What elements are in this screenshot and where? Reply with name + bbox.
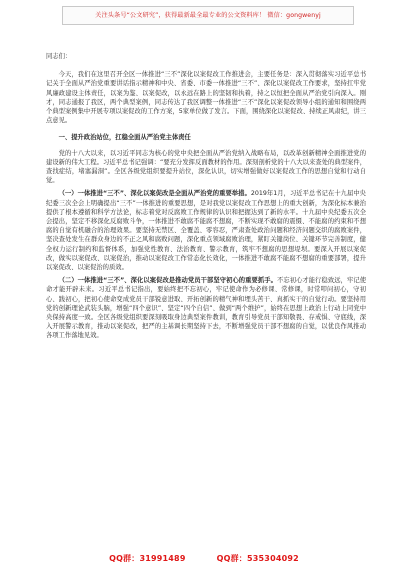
qq-group-2: QQ群：535304092 [216,554,299,563]
footer-contact [0,553,408,564]
qq-group-1: QQ群：31991489 [109,554,186,563]
subsection-1 [46,189,366,272]
subsection-1-body: 2019年1月，习近平总书记在十九届中央纪委三次全会上明确提出“三不”一体推进的重要思想，是对我党以案促改工作思想上的重大创新，为深化标本兼治提供了根本遵循和科学方法论，标志着党对反腐败工作规律的认识和把握达到了新的水平。十九届中央纪委五次全会提出，坚定不移深化反腐败斗争，一体推进不敢腐不能腐不想腐，不断实现不敢腐的震慑、不能腐的约束和不想腐的自觉有机融合的治理效果。要坚持无禁区、全覆盖、零容忍，严肃查处政治问题和经济问题交织的腐败案件，坚决查处发生在群众身边的不正之风和腐败问题，深化重点领域腐败治理，紧盯关键岗位、关键环节完善制度，健全权力运行制约和监督体系，加强党性教育、法治教育、警示教育，筑牢不想腐的思想堤坝。要深入开展以案促改，做实以案促改、以案促治，推动以案促改工作常态化长效化，一体推进不敢腐不能腐不想腐的重要部署，提升以案促改、以案促治的质效。 [46,190,366,272]
section-heading-1: 一、提升政治站位，扛稳全面从严治党主体责任 [58,134,191,142]
document-body [46,52,366,341]
subsection-2-lead: （二）一体推进“三不”、深化以案促改是推动党员干部坚守初心的重要抓手。 [58,277,277,285]
header-banner: 关注头条号“公文研究”，获得最新最全最专业的公文资料库！ 微信：gongwenyj [62,6,354,25]
paragraph-intro: 今天，我们在这里召开全区一体推进“三不”深化以案促改工作推进会，主要任务是：深入贯彻落实习近平总书记关于全面从严治党重要讲话指示精神和中央、省委、市委一体推进“三不”、深化以案促改工作要求，坚持扛牢党风廉政建设主体责任，以案为鉴、以案促改，以永远在路上的坚韧和执着，持之以恒把全面从严治党引向深入。刚才，同志通报了我区，两个典型案例，同志传达了我区调整一体推进“三不”深化以案促改领导小组的通知和围绕两个典型案例集中开展专项以案促改的工作方案，5家单位做了发言。下面，围绕深化以案促改、持续正风肃纪，讲三点意见。 [46,71,366,125]
subsection-1-lead: （一）一体推进“三不”、深化以案促改是全面从严治党的重要举措。 [58,190,251,198]
salutation: 同志们： [46,53,72,60]
paragraph-section-1: 党的十八大以来，以习近平同志为核心的党中央把全面从严治党纳入战略布局，以改革创新精神全面推进党的建设新的伟大工程。习近平总书记强调：“要充分发挥反面教材的作用。深刻剖析党的十八大以来查处的典型案件，查找症结，堵塞漏洞”。全区各级党组织要提升站位，深化认识，切实增强做好以案促改工作的思想自觉和行动自觉。 [46,149,366,185]
subsection-2-body: 不忘初心才能行稳致远，牢记使命才能开辟未来。习近平总书记指出，要始终把不忘初心，牢记使命作为必修课、常修课，时常叩问初心，守初心、践初心，把初心使命变成党员干部锐意进取、开拓创新的精气神和埋头苦干、真抓实干的自觉行动。要坚持用党的创新理论武装头脑，增强“四个意识”、坚定“四个自信”、做到“两个维护”，始终在思想上政治上行动上同党中央保持高度一致。全区各级党组织要深刻吸取身边典型案件教训，教育引导党员干部知敬畏、存戒惧、守底线，深入开展警示教育，推动以案促改，把严的主基调长期坚持下去，不断增强党员干部不想腐的自觉，以优良作风推动各项工作落地见效。 [46,277,367,340]
subsection-2 [46,276,366,340]
